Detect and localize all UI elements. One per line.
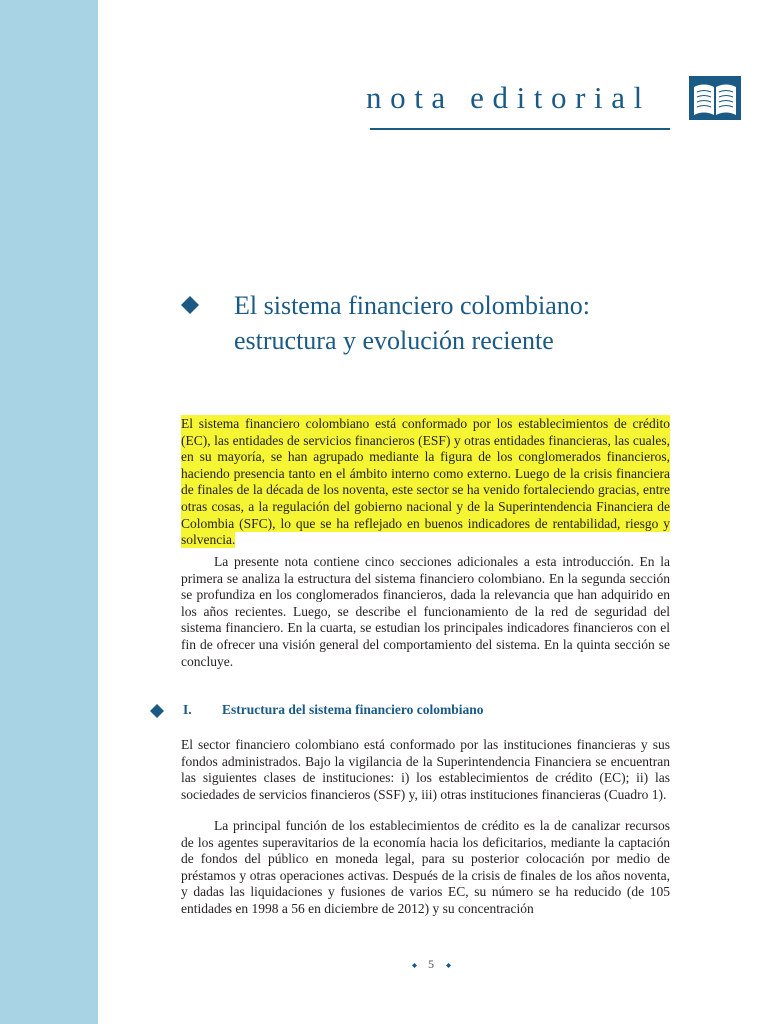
section-title: Estructura del sistema financiero colombiano	[222, 702, 484, 717]
section-number: I.	[183, 702, 192, 717]
intro-paragraph	[181, 416, 670, 549]
article-title	[234, 288, 704, 358]
outline-paragraph: La presente nota contiene cinco secciones adicionales a esta introducción. En la primera se analiza la estructura del sistema financiero colombiano. En la segunda sección se profundiza en los conglomerados financieros, dada la relevancia que han adquirido en los años recientes. Luego, se describe el funcionamiento de la red de seguridad del sistema financiero. En la cuarta, se estudian los principales indicadores financieros con el fin de ofrecer una visión general del comportamiento del sistema. En la quinta sección se concluye.	[181, 554, 670, 669]
section-paragraph-2: La principal función de los establecimientos de crédito es la de canalizar recursos de los agentes superavitarios de la economía hacia los deficitarios, mediante la captación de fondos del público en moneda legal, para su posterior colocación por medio de préstamos y otras operaciones activas. Después de la crisis de finales de los años noventa, y dadas las liquidaciones y fusiones de varios EC, su número se ha reducido (de 105 entidades en 1998 a 56 en diciembre de 2012) y su concentración	[181, 818, 670, 916]
section-header-title: nota editorial	[366, 80, 651, 115]
footer-diamond-icon	[446, 963, 451, 968]
footer-diamond-icon	[412, 963, 417, 968]
page-footer	[408, 957, 458, 977]
article-title-line-1: El sistema financiero colombiano:	[234, 291, 590, 320]
section-paragraph-1: El sector financiero colombiano está conformado por las instituciones financieras y sus fondos administrados. Bajo la vigilancia de la Superintendencia Financiera se encuentran las siguientes clases de instituciones: i) los establecimientos de crédito (EC); ii) las sociedades de servicios financieros (SSF) y, iii) otras instituciones financieras (Cuadro 1).	[181, 737, 670, 802]
diamond-bullet-icon	[180, 295, 200, 315]
section-diamond-icon	[149, 703, 165, 719]
article-title-line-2: estructura y evolución reciente	[234, 326, 554, 355]
highlighted-intro-text: El sistema financiero colombiano está conformado por los establecimientos de crédito (EC), las entidades de servicios financieros (ESF) y otras entidades financieras, las cuales, en su mayoría, se han agrupado mediante la figura de los conglomerados financieros, haciendo presencia tanto en el ámbito interno como externo. Luego de la crisis financiera de finales de la década de los noventa, este sector se ha venido fortaleciendo gracias, entre otras cosas, a la regulación del gobierno nacional y de la Superintendencia Financiera de Colombia (SFC), lo que se ha reflejado en buenos indicadores de rentabilidad, riesgo y solvencia.	[181, 416, 670, 548]
page-number: 5	[428, 957, 434, 971]
header-divider	[370, 128, 670, 130]
side-color-band	[0, 0, 98, 1024]
open-book-icon	[688, 75, 742, 121]
